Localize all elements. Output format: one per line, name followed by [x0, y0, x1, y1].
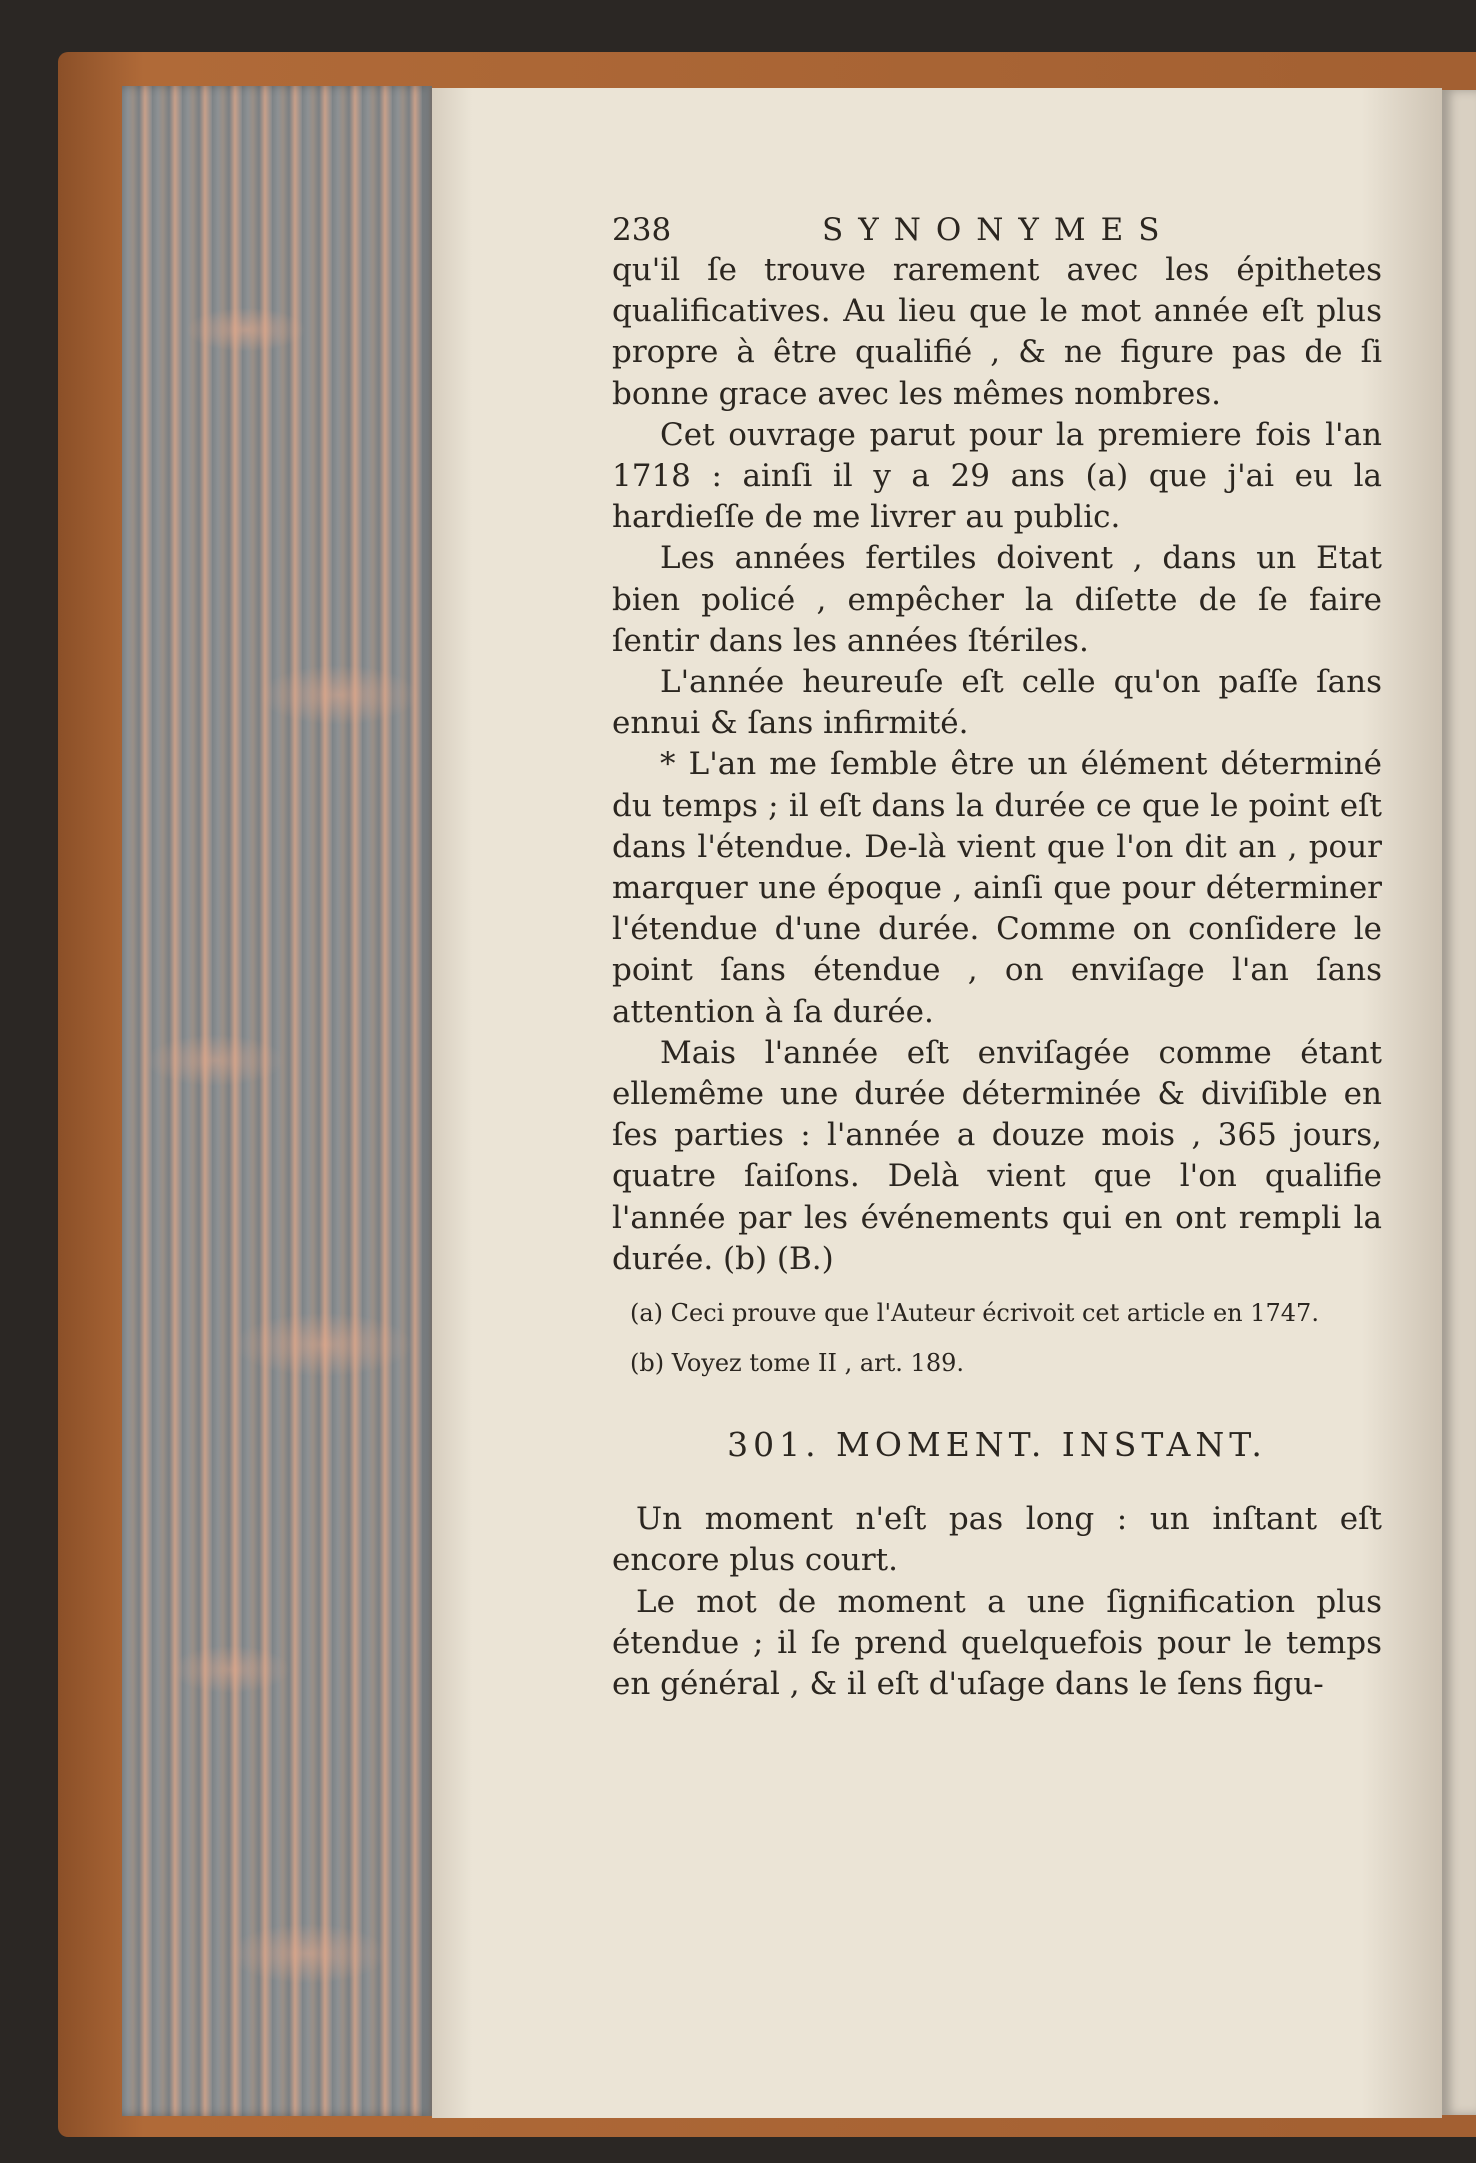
paragraph: Cet ouvrage parut pour la premiere fois l'an 1718 : ainſi il y a 29 ans (a) que j'ai eu la hardieſſe de me livrer au public.	[612, 416, 1382, 536]
running-head: SYNONYMES	[822, 212, 1175, 248]
page-header	[612, 210, 1382, 250]
paragraph: Le mot de moment a une ſignification plus étendue ; il ſe prend quelquefois pour le temps en général , & il eſt d'uſage dans le ſens figu-	[612, 1583, 1382, 1703]
paragraph: Mais l'année eſt enviſagée comme étant ellemême une durée déterminée & diviſible en ſes parties : l'année a douze mois , 365 jours, quatre ſaiſons. Delà vient que l'on qualifie l'année par les événements qui en ont rempli la durée. (b) (B.)	[612, 1034, 1382, 1277]
footnotes	[612, 1294, 1382, 1382]
page-text	[612, 210, 1382, 1705]
paragraph: * L'an me ſemble être un élément déterminé du temps ; il eſt dans la durée ce que le point eſt dans l'étendue. De-là vient que l'on dit an , pour marquer une époque , ainſi que pour déterminer l'étendue d'une durée. Comme on conſidere le point ſans étendue , on enviſage l'an ſans attention à ſa durée.	[612, 746, 1382, 1030]
paragraph: qu'il ſe trouve rarement avec les épithetes qualificatives. Au lieu que le mot année eſt plus propre à être qualifié , & ne figure pas de ſi bonne grace avec les mêmes nombres.	[612, 252, 1382, 412]
paragraph: Un moment n'eſt pas long : un inſtant eſt encore plus court.	[612, 1501, 1382, 1579]
footnote: (b) Voyez tome II , art. 189.	[630, 1349, 964, 1378]
paragraph: Les années fertiles doivent , dans un Etat bien policé , empêcher la diſette de ſe faire ſentir dans les années ſtériles.	[612, 540, 1382, 659]
page-number: 238	[612, 212, 672, 248]
facing-page-edge	[1442, 90, 1476, 2115]
footnote: (a) Ceci prouve que l'Auteur écrivoit cet article en 1747.	[630, 1299, 1319, 1328]
marbled-page-edge	[122, 86, 432, 2116]
marble-pattern	[122, 86, 432, 2116]
paragraph: L'année heureuſe eſt celle qu'on paſſe ſans ennui & ſans infirmité.	[612, 664, 1382, 742]
section-body	[612, 1499, 1382, 1705]
section-heading: 301. MOMENT. INSTANT.	[727, 1425, 1267, 1465]
